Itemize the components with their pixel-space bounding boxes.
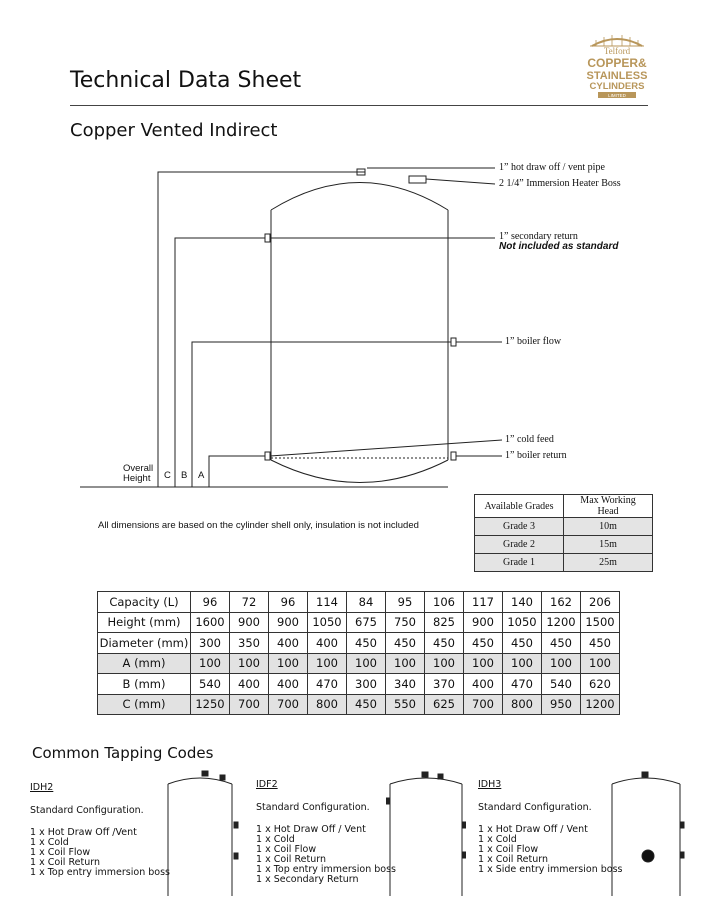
code-line: 1 x Cold bbox=[478, 834, 517, 845]
table-cell: 100 bbox=[386, 653, 425, 674]
row-header: Capacity (L) bbox=[98, 592, 191, 613]
table-cell: 750 bbox=[386, 612, 425, 633]
grades-header: Available Grades bbox=[475, 495, 564, 518]
page-title: Technical Data Sheet bbox=[70, 68, 302, 93]
cylinder-idh3-drawing bbox=[606, 768, 686, 900]
table-cell: 900 bbox=[230, 612, 269, 633]
table-row bbox=[98, 694, 620, 715]
label-col-c: C bbox=[164, 470, 171, 481]
table-cell: 450 bbox=[347, 633, 386, 654]
code-line: 1 x Secondary Return bbox=[256, 874, 359, 885]
logo-text-stainless: STAINLESS bbox=[586, 70, 648, 82]
label-col-a: A bbox=[198, 470, 205, 481]
row-header: C (mm) bbox=[98, 694, 191, 715]
table-cell: 100 bbox=[191, 653, 230, 674]
table-cell: 100 bbox=[230, 653, 269, 674]
table-cell: 100 bbox=[503, 653, 542, 674]
logo-text-cylinders: CYLINDERS bbox=[589, 81, 645, 92]
page-subtitle: Copper Vented Indirect bbox=[70, 120, 278, 141]
table-cell: 950 bbox=[542, 694, 581, 715]
table-cell: 72 bbox=[230, 592, 269, 613]
table-cell: 96 bbox=[269, 592, 308, 613]
code-standard: Standard Configuration. bbox=[256, 802, 370, 813]
table-cell: 800 bbox=[308, 694, 347, 715]
table-cell: 450 bbox=[503, 633, 542, 654]
table-cell: 400 bbox=[269, 674, 308, 695]
label-overall-2: Height bbox=[123, 473, 151, 484]
table-cell: 450 bbox=[542, 633, 581, 654]
table-cell: 540 bbox=[542, 674, 581, 695]
label-col-b: B bbox=[181, 470, 188, 481]
table-row bbox=[98, 592, 620, 613]
table-cell: 206 bbox=[581, 592, 620, 613]
table-cell: 470 bbox=[503, 674, 542, 695]
table-cell: 1050 bbox=[503, 612, 542, 633]
table-cell: 625 bbox=[425, 694, 464, 715]
table-cell: 162 bbox=[542, 592, 581, 613]
code-idh3 bbox=[478, 780, 623, 875]
table-cell: 825 bbox=[425, 612, 464, 633]
label-boiler-flow: 1” boiler flow bbox=[505, 336, 562, 347]
table-cell: 400 bbox=[230, 674, 269, 695]
table-cell: 1200 bbox=[542, 612, 581, 633]
grades-table bbox=[474, 494, 653, 572]
table-cell: 117 bbox=[464, 592, 503, 613]
table-row bbox=[98, 633, 620, 654]
table-row bbox=[98, 612, 620, 633]
cylinder-idf2-drawing bbox=[386, 768, 466, 900]
code-idh2 bbox=[30, 783, 170, 878]
table-cell: 100 bbox=[464, 653, 503, 674]
table-cell: 550 bbox=[386, 694, 425, 715]
code-line: 1 x Cold bbox=[30, 837, 69, 848]
grade-head: 15m bbox=[564, 536, 653, 554]
table-cell: 450 bbox=[347, 694, 386, 715]
table-cell: 140 bbox=[503, 592, 542, 613]
code-line: 1 x Side entry immersion boss bbox=[478, 864, 623, 875]
code-line: 1 x Coil Flow bbox=[478, 844, 539, 855]
table-cell: 1250 bbox=[191, 694, 230, 715]
grade-name: Grade 1 bbox=[475, 554, 564, 572]
table-cell: 620 bbox=[581, 674, 620, 695]
table-cell: 1600 bbox=[191, 612, 230, 633]
code-name: IDH2 bbox=[30, 782, 54, 793]
table-cell: 96 bbox=[191, 592, 230, 613]
table-cell: 800 bbox=[503, 694, 542, 715]
table-cell: 114 bbox=[308, 592, 347, 613]
row-header: Diameter (mm) bbox=[98, 633, 191, 654]
table-cell: 450 bbox=[425, 633, 464, 654]
code-line: 1 x Hot Draw Off / Vent bbox=[478, 824, 588, 835]
logo-text-telford: Telford bbox=[603, 46, 631, 56]
code-line: 1 x Hot Draw Off / Vent bbox=[256, 824, 366, 835]
grade-name: Grade 2 bbox=[475, 536, 564, 554]
code-line: 1 x Coil Flow bbox=[256, 844, 317, 855]
table-cell: 100 bbox=[347, 653, 386, 674]
table-cell: 100 bbox=[425, 653, 464, 674]
table-cell: 450 bbox=[386, 633, 425, 654]
table-cell: 700 bbox=[230, 694, 269, 715]
table-cell: 900 bbox=[464, 612, 503, 633]
code-line: 1 x Top entry immersion boss bbox=[256, 864, 396, 875]
table-cell: 300 bbox=[191, 633, 230, 654]
table-cell: 340 bbox=[386, 674, 425, 695]
table-cell: 100 bbox=[308, 653, 347, 674]
table-cell: 450 bbox=[581, 633, 620, 654]
table-row bbox=[98, 674, 620, 695]
table-cell: 400 bbox=[464, 674, 503, 695]
table-cell: 450 bbox=[464, 633, 503, 654]
common-codes-title: Common Tapping Codes bbox=[32, 744, 214, 762]
table-row bbox=[475, 554, 653, 572]
table-row bbox=[98, 653, 620, 674]
label-hot-draw: 1” hot draw off / vent pipe bbox=[499, 162, 605, 173]
row-header: Height (mm) bbox=[98, 612, 191, 633]
grades-header: Max Working Head bbox=[564, 495, 653, 518]
code-line: 1 x Coil Return bbox=[256, 854, 326, 865]
code-line: 1 x Coil Return bbox=[30, 857, 100, 868]
table-cell: 100 bbox=[269, 653, 308, 674]
table-cell: 675 bbox=[347, 612, 386, 633]
row-header: A (mm) bbox=[98, 653, 191, 674]
code-standard: Standard Configuration. bbox=[30, 805, 144, 816]
table-cell: 1050 bbox=[308, 612, 347, 633]
table-cell: 106 bbox=[425, 592, 464, 613]
grade-name: Grade 3 bbox=[475, 518, 564, 536]
label-cold-feed: 1” cold feed bbox=[505, 434, 554, 445]
table-cell: 100 bbox=[542, 653, 581, 674]
table-cell: 470 bbox=[308, 674, 347, 695]
grade-head: 25m bbox=[564, 554, 653, 572]
table-cell: 700 bbox=[464, 694, 503, 715]
logo-text-limited: LIMITED bbox=[608, 93, 626, 98]
code-line: 1 x Top entry immersion boss bbox=[30, 867, 170, 878]
table-cell: 400 bbox=[308, 633, 347, 654]
table-cell: 400 bbox=[269, 633, 308, 654]
label-not-included: Not included as standard bbox=[499, 241, 619, 252]
table-row bbox=[475, 536, 653, 554]
table-cell: 1200 bbox=[581, 694, 620, 715]
table-cell: 350 bbox=[230, 633, 269, 654]
code-line: 1 x Coil Flow bbox=[30, 847, 91, 858]
code-line: 1 x Cold bbox=[256, 834, 295, 845]
code-name: IDH3 bbox=[478, 779, 502, 790]
table-cell: 1500 bbox=[581, 612, 620, 633]
code-idf2 bbox=[256, 780, 396, 885]
table-cell: 900 bbox=[269, 612, 308, 633]
cylinder-idh2-drawing bbox=[160, 768, 240, 900]
label-secondary-return: 1” secondary return bbox=[499, 231, 578, 242]
table-cell: 100 bbox=[581, 653, 620, 674]
label-boiler-return: 1” boiler return bbox=[505, 450, 567, 461]
table-cell: 95 bbox=[386, 592, 425, 613]
code-line: 1 x Coil Return bbox=[478, 854, 548, 865]
grade-head: 10m bbox=[564, 518, 653, 536]
table-cell: 84 bbox=[347, 592, 386, 613]
table-row bbox=[475, 518, 653, 536]
dimension-note: All dimensions are based on the cylinder shell only, insulation is not included bbox=[98, 520, 419, 531]
table-cell: 370 bbox=[425, 674, 464, 695]
code-line: 1 x Hot Draw Off /Vent bbox=[30, 827, 137, 838]
table-cell: 700 bbox=[269, 694, 308, 715]
table-cell: 300 bbox=[347, 674, 386, 695]
logo-text-copper: COPPER& bbox=[587, 56, 647, 70]
code-standard: Standard Configuration. bbox=[478, 802, 592, 813]
code-name: IDF2 bbox=[256, 779, 278, 790]
label-immersion-boss: 2 1/4” Immersion Heater Boss bbox=[499, 178, 621, 189]
label-overall-1: Overall bbox=[123, 463, 154, 474]
dimensions-table bbox=[97, 591, 620, 715]
table-cell: 540 bbox=[191, 674, 230, 695]
row-header: B (mm) bbox=[98, 674, 191, 695]
